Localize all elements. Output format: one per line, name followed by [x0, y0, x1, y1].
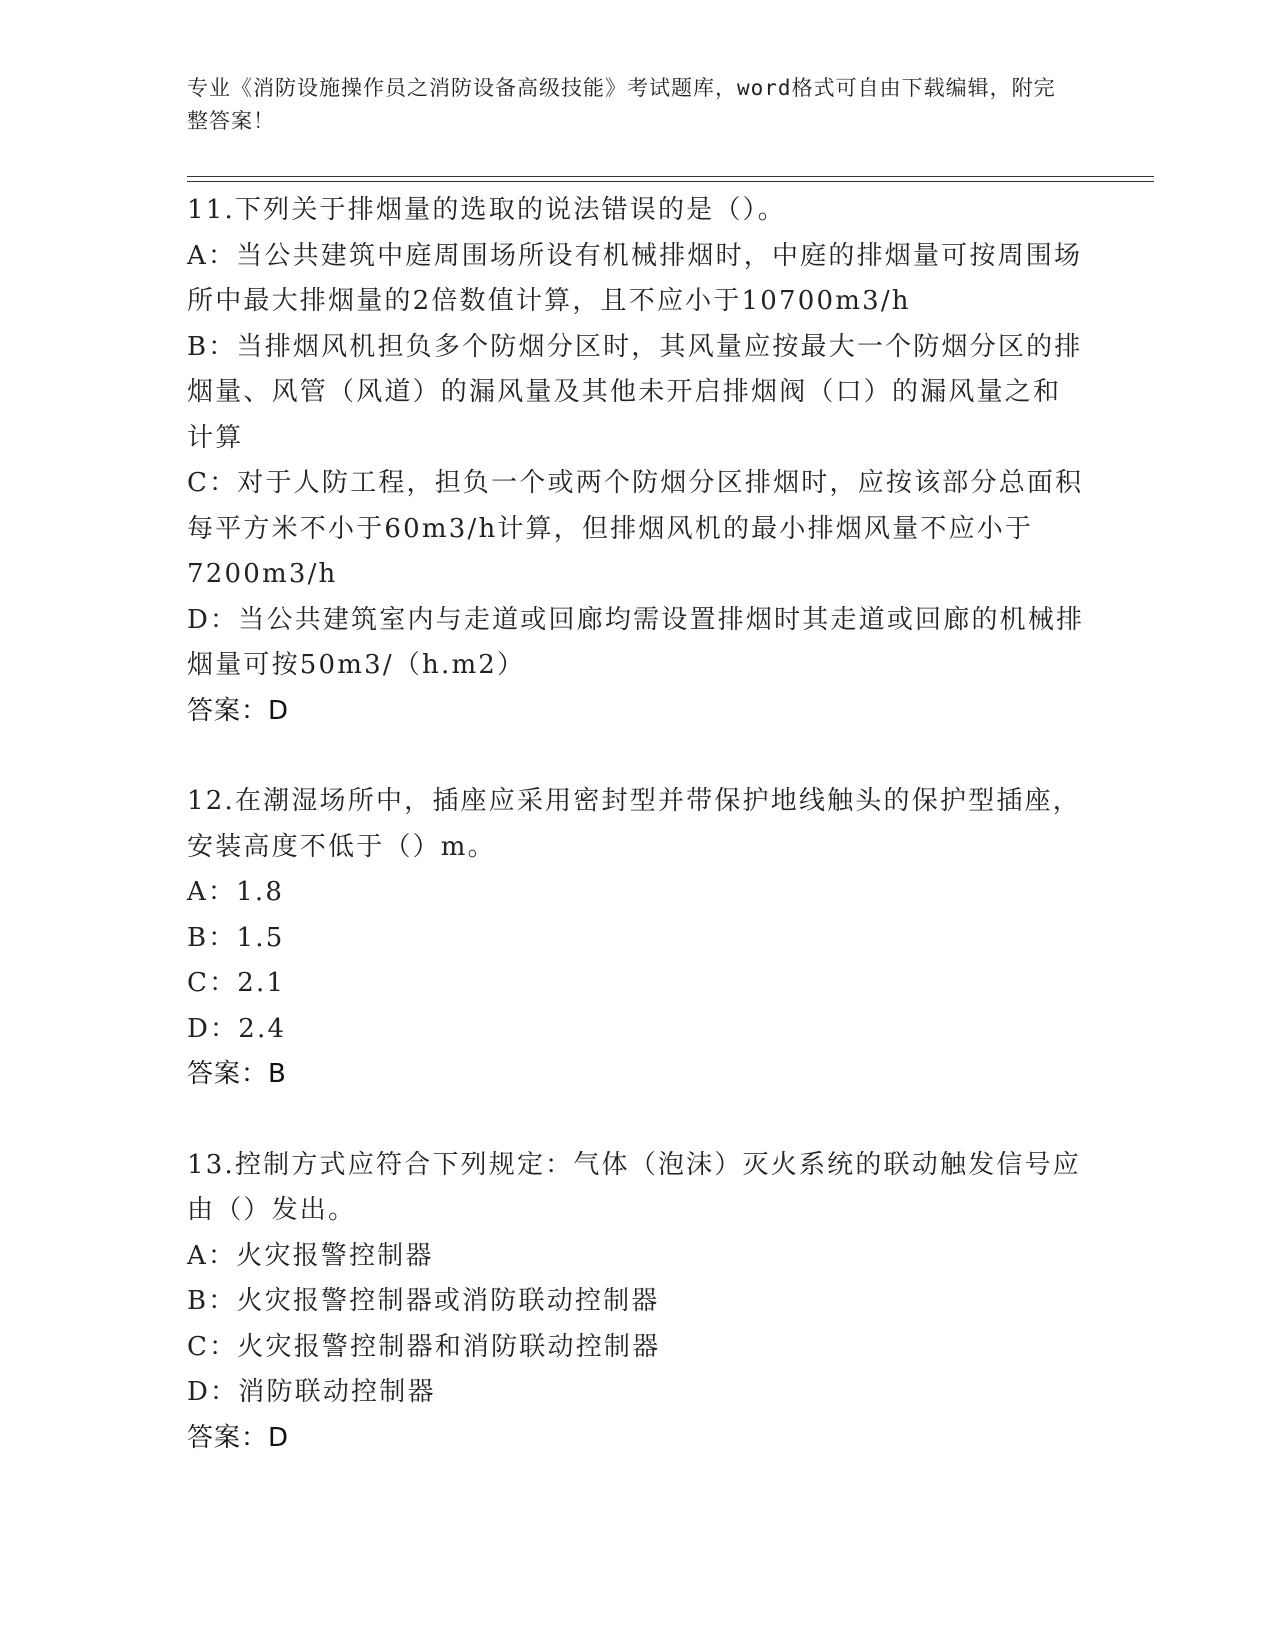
- answer-line: 答案：B: [187, 1059, 287, 1089]
- question-stem: 11.下列关于排烟量的选取的说法错误的是（）。: [187, 195, 786, 225]
- option-d: D：当公共建筑室内与走道或回廊均需设置排烟时其走道或回廊的机械排烟量可按50m3/（h.m2）: [187, 604, 1085, 680]
- question-stem: 13.控制方式应符合下列规定：气体（泡沫）灭火系统的联动触发信号应由（）发出。: [187, 1149, 1081, 1225]
- option-c: C：2.1: [187, 968, 286, 998]
- header-divider-bottom: [187, 181, 1154, 182]
- option-b: B：火灾报警控制器或消防联动控制器: [187, 1286, 660, 1316]
- question-12: [187, 779, 1087, 1098]
- page-header-text: 专业《消防设施操作员之消防设备高级技能》考试题库，word格式可自由下载编辑，附完整答案！: [187, 76, 1056, 133]
- question-11: [187, 188, 1087, 734]
- header-divider-top: [187, 176, 1154, 177]
- option-c: C：火灾报警控制器和消防联动控制器: [187, 1331, 661, 1362]
- option-a: A：1.8: [187, 877, 285, 907]
- option-d: D：消防联动控制器: [187, 1377, 436, 1407]
- question-list: [187, 188, 1087, 1461]
- option-c: C：对于人防工程，担负一个或两个防烟分区排烟时，应按该部分总面积每平方米不小于60m3/h计算，但排烟风机的最小排烟风量不应小于7200m3/h: [187, 468, 1084, 589]
- answer-line: 答案：D: [187, 695, 290, 726]
- option-b: B：当排烟风机担负多个防烟分区时，其风量应按最大一个防烟分区的排烟量、风管（风道）的漏风量及其他未开启排烟阀（口）的漏风量之和计算: [187, 331, 1083, 453]
- option-b: B：1.5: [187, 922, 285, 953]
- option-a: A：当公共建筑中庭周围场所设有机械排烟时，中庭的排烟量可按周围场所中最大排烟量的2倍数值计算，且不应小于10700m3/h: [187, 240, 1083, 316]
- option-a: A：火灾报警控制器: [187, 1240, 434, 1271]
- question-stem: 12.在潮湿场所中，插座应采用密封型并带保护地线触头的保护型插座，安装高度不低于（）m。: [187, 786, 1081, 862]
- question-13: [187, 1143, 1087, 1462]
- answer-line: 答案：D: [187, 1422, 290, 1453]
- option-d: D：2.4: [187, 1013, 287, 1044]
